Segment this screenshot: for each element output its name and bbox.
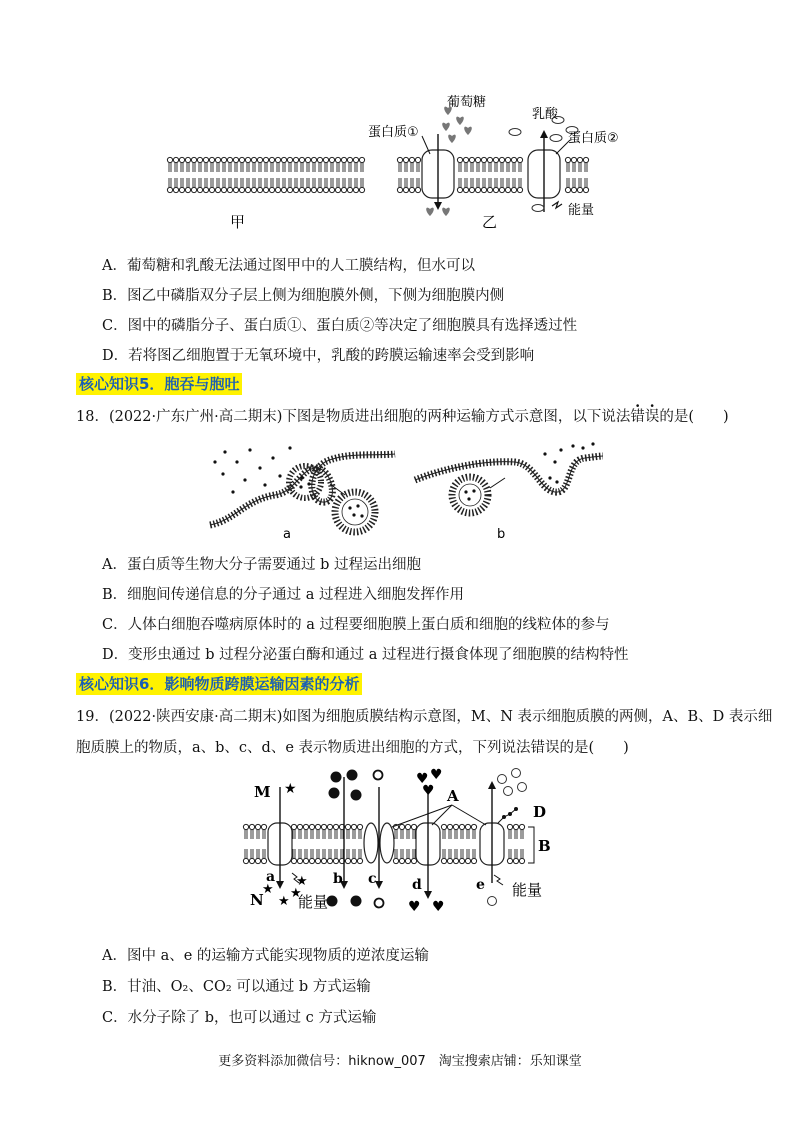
phospholipid	[341, 178, 346, 193]
phospholipid	[399, 824, 404, 829]
label-glucose: 葡萄糖	[447, 95, 487, 110]
star-icon: ★	[278, 894, 290, 909]
phospholipid	[197, 178, 202, 193]
phospholipid	[409, 157, 414, 172]
label-M: M	[254, 783, 271, 801]
phospholipid	[221, 178, 226, 193]
phospholipid	[403, 157, 408, 172]
phospholipid	[323, 178, 328, 193]
phospholipid	[517, 157, 522, 172]
phospholipid	[487, 157, 492, 172]
channel-protein-c-left	[364, 823, 378, 863]
phospholipid	[441, 824, 446, 829]
ring-molecule-icon	[498, 775, 507, 784]
phospholipid	[173, 178, 178, 193]
phospholipid	[303, 858, 308, 863]
q18-emphasis-2: 误	[644, 409, 660, 425]
phospholipid	[335, 157, 340, 172]
solid-molecule-icon	[331, 772, 342, 783]
phospholipid	[571, 178, 576, 193]
phospholipid	[243, 824, 248, 829]
phospholipid	[505, 157, 510, 172]
phospholipid	[353, 157, 358, 172]
membrane-figure-17	[160, 92, 640, 242]
phospholipid	[487, 178, 492, 193]
label-N: N	[250, 891, 264, 909]
q19-stem-line-2: 胞质膜上的物质，a、b、c、d、e 表示物质进出细胞的方式，下列说法错误的是( )	[76, 740, 629, 756]
q18-option-a: A．蛋白质等生物大分子需要通过 b 过程运出细胞	[102, 557, 421, 573]
glucose-icon	[442, 123, 450, 131]
label-e-way: e	[476, 877, 485, 893]
phospholipid	[167, 157, 172, 172]
phospholipid	[299, 178, 304, 193]
phospholipid	[409, 178, 414, 193]
phospholipid	[287, 157, 292, 172]
membrane-figure-19	[240, 765, 570, 915]
heart-icon: ♥	[430, 767, 443, 783]
phospholipid	[577, 157, 582, 172]
phospholipid	[287, 178, 292, 193]
phospholipid	[249, 824, 254, 829]
phospholipid	[333, 858, 338, 863]
star-icon: ★	[262, 882, 274, 897]
label-B: B	[538, 837, 551, 855]
phospholipid	[453, 858, 458, 863]
star-icon: ★	[296, 874, 308, 889]
phospholipid	[245, 157, 250, 172]
section-heading-5: 核心知识5．胞吞与胞吐	[76, 373, 242, 395]
phospholipid	[293, 178, 298, 193]
glucose-icon	[456, 117, 464, 125]
star-icon: ★	[290, 886, 302, 901]
phospholipid	[481, 157, 486, 172]
phospholipid	[577, 178, 582, 193]
phospholipid	[441, 858, 446, 863]
solid-molecule-icon	[351, 790, 362, 801]
phospholipid	[317, 157, 322, 172]
solid-molecule-icon	[329, 788, 340, 799]
phospholipid	[227, 157, 232, 172]
phospholipid	[233, 157, 238, 172]
phospholipid	[469, 157, 474, 172]
phospholipid	[347, 157, 352, 172]
page-footer: 更多资料添加微信号：hiknow_007 淘宝搜索店铺：乐知课堂	[218, 1054, 582, 1069]
phospholipid	[457, 157, 462, 172]
phospholipid	[255, 824, 260, 829]
phospholipid	[475, 157, 480, 172]
star-icon: ★	[284, 781, 297, 797]
phospholipid	[179, 178, 184, 193]
phospholipid	[297, 858, 302, 863]
ring-molecule-icon	[375, 899, 384, 908]
phospholipid	[251, 157, 256, 172]
phospholipid	[411, 824, 416, 829]
label-a: a	[283, 527, 291, 542]
phospholipid	[227, 178, 232, 193]
phospholipid	[351, 858, 356, 863]
phospholipid	[511, 178, 516, 193]
phospholipid	[321, 858, 326, 863]
phospholipid	[263, 178, 268, 193]
phospholipid	[299, 157, 304, 172]
glucose-icon	[448, 135, 456, 143]
phospholipid	[565, 157, 570, 172]
phospholipid	[315, 858, 320, 863]
phospholipid	[233, 178, 238, 193]
phospholipid	[167, 178, 172, 193]
label-protein-1: 蛋白质①	[368, 125, 419, 140]
phospholipid	[317, 178, 322, 193]
phospholipid	[249, 858, 254, 863]
endo-exocytosis-figure	[205, 440, 605, 550]
phospholipid	[261, 858, 266, 863]
phospholipid	[399, 858, 404, 863]
phospholipid	[291, 824, 296, 829]
lactic-icon	[550, 135, 562, 142]
phospholipid	[345, 858, 350, 863]
ring-molecule-icon	[504, 787, 513, 796]
phospholipid	[269, 157, 274, 172]
phospholipid	[465, 824, 470, 829]
phospholipid	[465, 858, 470, 863]
ring-molecule-icon	[512, 769, 521, 778]
phospholipid	[493, 178, 498, 193]
phospholipid	[345, 824, 350, 829]
phospholipid	[191, 157, 196, 172]
phospholipid	[411, 858, 416, 863]
phospholipid	[179, 157, 184, 172]
phospholipid	[257, 157, 262, 172]
phospholipid	[353, 178, 358, 193]
phospholipid	[493, 157, 498, 172]
phospholipid	[513, 858, 518, 863]
phospholipid	[415, 178, 420, 193]
ring-molecule-icon	[374, 771, 383, 780]
phospholipid	[323, 157, 328, 172]
phospholipid	[565, 178, 570, 193]
phospholipid	[517, 178, 522, 193]
phospholipid	[357, 824, 362, 829]
phospholipid	[447, 824, 452, 829]
phospholipid	[239, 178, 244, 193]
phospholipid	[499, 178, 504, 193]
q18-stem-end: 的是( )	[659, 409, 729, 425]
phospholipid	[303, 824, 308, 829]
phospholipid	[583, 178, 588, 193]
phospholipid	[261, 824, 266, 829]
q17-option-c: C．图中的磷脂分子、蛋白质①、蛋白质②等决定了细胞膜具有选择透过性	[102, 318, 578, 334]
heart-icon: ♥	[416, 771, 429, 787]
heart-icon: ♥	[432, 899, 445, 915]
heart-icon: ♥	[408, 899, 421, 915]
q19-option-c: C．水分子除了 b，也可以通过 c 方式运输	[102, 1010, 377, 1026]
phospholipid	[583, 157, 588, 172]
phospholipid	[281, 178, 286, 193]
panel-a	[210, 446, 395, 542]
phospholipid	[263, 157, 268, 172]
phospholipid	[275, 178, 280, 193]
phospholipid	[275, 157, 280, 172]
phospholipid	[209, 157, 214, 172]
ring-molecule-icon	[518, 783, 527, 792]
phospholipid	[333, 824, 338, 829]
solid-molecule-icon	[347, 770, 358, 781]
phospholipid	[571, 157, 576, 172]
phospholipid	[359, 178, 364, 193]
phospholipid	[405, 824, 410, 829]
phospholipid	[481, 178, 486, 193]
glucose-icon	[426, 208, 434, 216]
phospholipid	[293, 157, 298, 172]
label-lactic: 乳酸	[532, 107, 559, 122]
phospholipid	[513, 824, 518, 829]
glucose-icon	[464, 127, 472, 135]
label-yi: 乙	[482, 213, 498, 231]
phospholipid	[191, 178, 196, 193]
phospholipid	[475, 178, 480, 193]
phospholipid	[243, 858, 248, 863]
q17-option-d: D．若将图乙细胞置于无氧环境中，乳酸的跨膜运输速率会受到影响	[102, 348, 535, 364]
label-D: D	[533, 803, 547, 821]
phospholipid	[359, 157, 364, 172]
phospholipid	[257, 178, 262, 193]
label-c-way: c	[368, 871, 377, 887]
q18-stem-text: 18．(2022·广东广州·高二期末)下图是物质进出细胞的两种运输方式示意图，以下说法	[76, 409, 631, 425]
phospholipid	[511, 157, 516, 172]
phospholipid	[459, 858, 464, 863]
phospholipid	[357, 858, 362, 863]
membrane-jia	[167, 157, 364, 192]
phospholipid	[197, 157, 202, 172]
phospholipid	[351, 824, 356, 829]
phospholipid	[453, 824, 458, 829]
phospholipid	[305, 157, 310, 172]
phospholipid	[463, 178, 468, 193]
phospholipid	[469, 178, 474, 193]
phospholipid	[335, 178, 340, 193]
phospholipid	[185, 178, 190, 193]
energy-icon	[552, 202, 562, 208]
phospholipid	[203, 157, 208, 172]
phospholipid	[507, 824, 512, 829]
phospholipid	[403, 178, 408, 193]
phospholipid	[471, 824, 476, 829]
q18-emphasis-1: 错	[630, 409, 645, 425]
energy-icon	[494, 875, 503, 885]
q19-option-a: A．图中 a、e 的运输方式能实现物质的逆浓度运输	[102, 948, 429, 964]
phospholipid	[221, 157, 226, 172]
phospholipid	[327, 824, 332, 829]
q17-option-a: A．葡萄糖和乳酸无法通过图甲中的人工膜结构，但水可以	[102, 258, 475, 274]
solid-molecule-icon	[327, 896, 338, 907]
phospholipid	[415, 157, 420, 172]
label-jia: 甲	[230, 213, 246, 231]
phospholipid	[255, 858, 260, 863]
phospholipid	[305, 178, 310, 193]
phospholipid	[269, 178, 274, 193]
phospholipid	[507, 858, 512, 863]
phospholipid	[519, 824, 524, 829]
glucose-icon	[442, 208, 450, 216]
solid-molecule-icon	[351, 896, 362, 907]
q18-stem	[76, 407, 729, 427]
phospholipid	[209, 178, 214, 193]
phospholipid	[499, 157, 504, 172]
phospholipid	[459, 824, 464, 829]
phospholipid	[185, 157, 190, 172]
phospholipid	[329, 157, 334, 172]
section-heading-6: 核心知识6．影响物质跨膜运输因素的分析	[76, 673, 362, 695]
phospholipid	[457, 178, 462, 193]
phospholipid	[505, 178, 510, 193]
phospholipid	[281, 157, 286, 172]
phospholipid	[311, 157, 316, 172]
label-d-way: d	[412, 877, 422, 893]
phospholipid	[405, 858, 410, 863]
label-protein-2: 蛋白质②	[568, 131, 619, 146]
heart-icon: ♥	[422, 783, 435, 799]
phospholipid	[291, 858, 296, 863]
q18-option-c: C．人体白细胞吞噬病原体时的 a 过程要细胞膜上蛋白质和细胞的线粒体的参与	[102, 617, 610, 633]
q19-option-b: B．甘油、O₂、CO₂ 可以通过 b 方式运输	[102, 979, 371, 995]
phospholipid	[309, 858, 314, 863]
phospholipid	[315, 824, 320, 829]
q19-stem-line-1: 19．(2022·陕西安康·高二期末)如图为细胞质膜结构示意图，M、N 表示细胞质膜的两侧，A、B、D 表示细	[76, 709, 773, 725]
phospholipid	[297, 824, 302, 829]
phospholipid	[463, 157, 468, 172]
phospholipid	[239, 157, 244, 172]
phospholipid	[397, 178, 402, 193]
phospholipid	[447, 858, 452, 863]
label-energy-a: 能量	[298, 893, 329, 911]
channel-protein-c-right	[380, 823, 394, 863]
phospholipid	[327, 858, 332, 863]
phospholipid	[245, 178, 250, 193]
phospholipid	[309, 824, 314, 829]
ring-molecule-icon	[488, 897, 497, 906]
phospholipid	[519, 858, 524, 863]
lactic-icon	[532, 205, 544, 212]
lactic-icon	[509, 129, 521, 136]
phospholipid	[311, 178, 316, 193]
phospholipid	[251, 178, 256, 193]
phospholipid	[215, 157, 220, 172]
phospholipid	[203, 178, 208, 193]
label-b-way: b	[333, 871, 343, 887]
phospholipid	[173, 157, 178, 172]
q18-option-d: D．变形虫通过 b 过程分泌蛋白酶和通过 a 过程进行摄食体现了细胞膜的结构特性	[102, 647, 629, 663]
panel-b	[415, 442, 603, 542]
phospholipid	[215, 178, 220, 193]
phospholipid	[397, 157, 402, 172]
q18-option-b: B．细胞间传递信息的分子通过 a 过程进入细胞发挥作用	[102, 587, 465, 603]
q17-option-b: B．图乙中磷脂双分子层上侧为细胞膜外侧，下侧为细胞膜内侧	[102, 288, 505, 304]
label-b: b	[497, 527, 506, 542]
phospholipid	[329, 178, 334, 193]
label-a-way: a	[266, 869, 276, 885]
phospholipid	[341, 157, 346, 172]
phospholipid	[347, 178, 352, 193]
phospholipid	[393, 858, 398, 863]
label-energy-e: 能量	[512, 881, 543, 899]
phospholipid	[471, 858, 476, 863]
label-energy: 能量	[568, 203, 595, 218]
phospholipid	[321, 824, 326, 829]
label-A: A	[447, 787, 459, 805]
